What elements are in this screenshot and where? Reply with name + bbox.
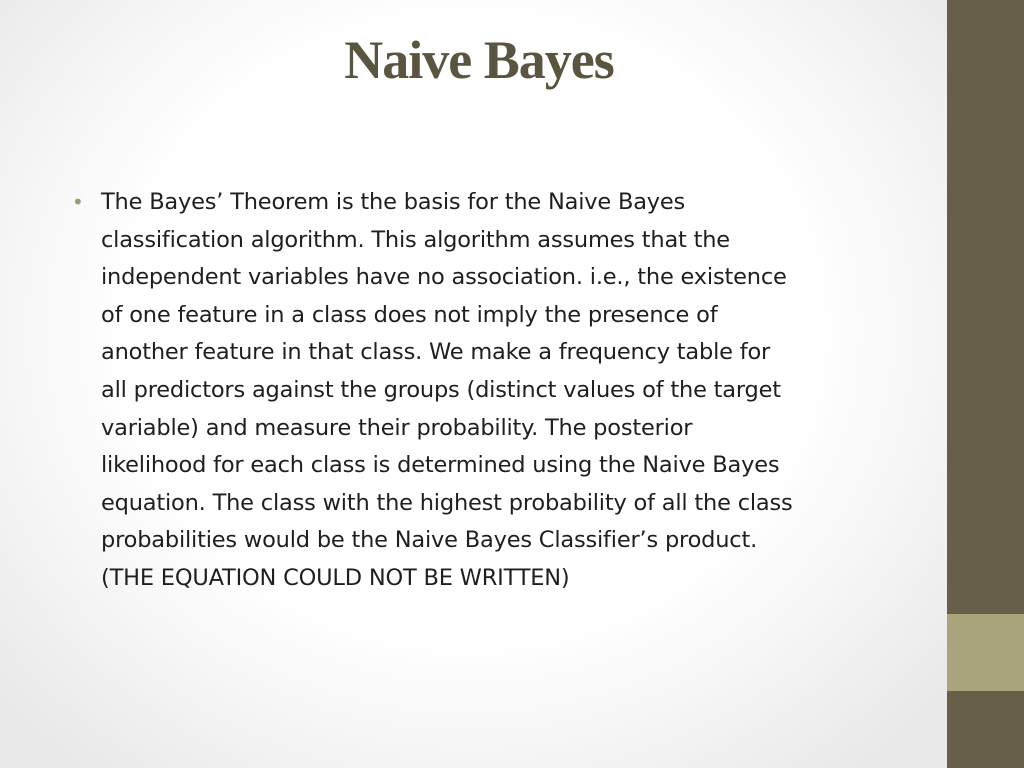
bullet-line: likelihood for each class is determined using the Naive Bayes xyxy=(101,452,780,479)
bullet-line: (THE EQUATION COULD NOT BE WRITTEN) xyxy=(101,564,570,591)
bullet-line: probabilities would be the Naive Bayes Classifier’s product. xyxy=(101,527,758,554)
bullet-line: classification algorithm. This algorithm assumes that the xyxy=(101,226,730,253)
bullet-item xyxy=(72,184,902,598)
bullet-dot-icon: • xyxy=(72,190,84,214)
bullet-text xyxy=(101,184,902,598)
bullet-line: of one feature in a class does not imply the presence of xyxy=(101,301,718,328)
bullet-line: another feature in that class. We make a frequency table for xyxy=(101,339,771,366)
bullet-line: variable) and measure their probability. The posterior xyxy=(101,414,693,441)
slide-title: Naive Bayes xyxy=(344,30,614,90)
side-accent-block xyxy=(947,614,1024,691)
bullet-line: all predictors against the groups (distinct values of the target xyxy=(101,376,781,403)
bullet-line: The Bayes’ Theorem is the basis for the Naive Bayes xyxy=(101,189,686,215)
bullet-line: independent variables have no association. i.e., the existence xyxy=(101,264,787,291)
bullet-list xyxy=(72,184,902,598)
bullet-line: equation. The class with the highest probability of all the class xyxy=(101,489,793,516)
